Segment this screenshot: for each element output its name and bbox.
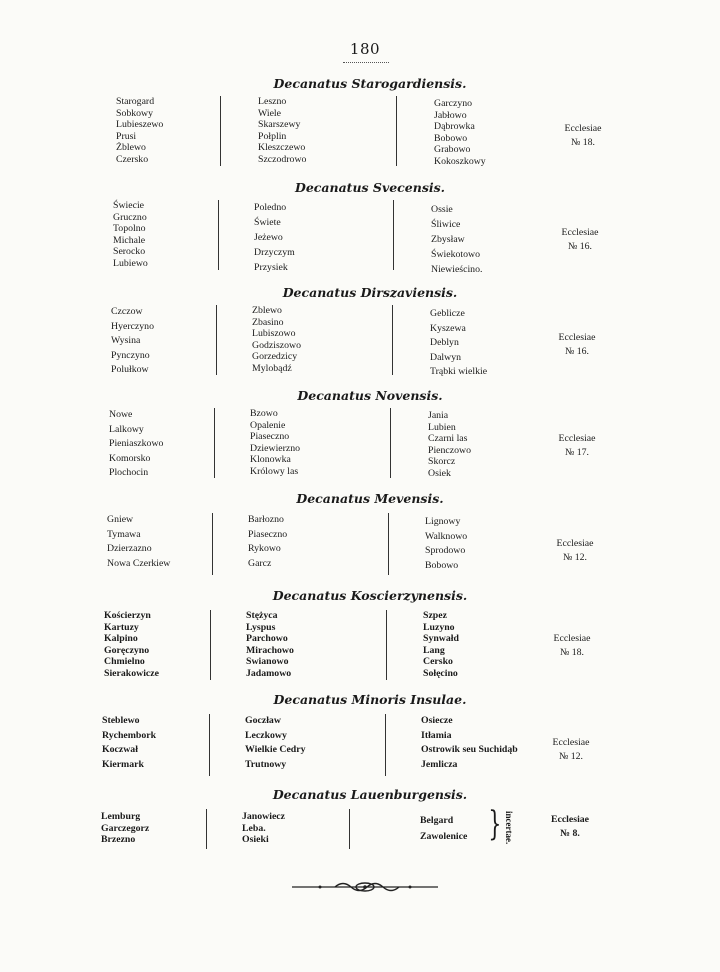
- parish-name: Przysiek: [254, 262, 288, 273]
- church-total: [540, 537, 610, 565]
- parish-column-3: [425, 515, 467, 573]
- parish-name: Piaseczno: [250, 431, 290, 443]
- parish-name: Królowy las: [250, 465, 299, 477]
- parish-name: Goczław: [245, 715, 281, 726]
- parish-column-3: [420, 813, 467, 845]
- parish-name: Starogard: [116, 96, 155, 107]
- parish-name: Lalkowy: [109, 423, 144, 435]
- parish-name: Niewieścino.: [431, 264, 483, 275]
- parish-name: Mirachowo: [246, 644, 294, 656]
- parish-name: Polułkow: [111, 364, 149, 375]
- column-divider: [349, 809, 350, 849]
- parish-name: Deblyn: [430, 337, 459, 348]
- parish-name: Garcz: [248, 557, 272, 569]
- section-title: Decanatus Lauenburgensis.: [272, 787, 468, 802]
- page-number-underline: [343, 60, 389, 63]
- parish-column-3: [431, 202, 482, 277]
- page-number: 180: [349, 40, 381, 58]
- church-total: [542, 432, 612, 460]
- parish-name: Garczegorz: [101, 822, 150, 834]
- parish-column-2: [242, 811, 285, 846]
- parish-name: Kartuzy: [104, 621, 139, 633]
- parish-name: Opalenie: [250, 419, 286, 431]
- parish-name: Czczow: [111, 306, 143, 317]
- parish-name: Geblicze: [430, 308, 465, 319]
- church-total: [536, 736, 606, 764]
- parish-name: Leszno: [258, 96, 287, 107]
- column-divider: [212, 513, 213, 575]
- total-count: № 12.: [558, 751, 584, 762]
- parish-name: Osiek: [428, 467, 451, 479]
- parish-name: Goręczyno: [104, 644, 150, 656]
- parish-name: Gniew: [107, 514, 134, 525]
- parish-name: Itłamia: [421, 729, 452, 741]
- right-brace: }: [488, 804, 502, 844]
- total-count: № 16.: [564, 346, 590, 357]
- parish-name: Ostrowik seu Suchidąb: [421, 744, 518, 755]
- section-title: Decanatus Svecensis.: [294, 180, 445, 195]
- parish-name: Lang: [423, 644, 445, 656]
- column-divider: [206, 809, 207, 849]
- parish-name: Belgard: [420, 815, 454, 826]
- parish-column-2: [248, 513, 287, 571]
- parish-name: Komorsko: [109, 452, 151, 464]
- parish-name: Poledno: [254, 202, 287, 213]
- parish-name: Lignowy: [425, 516, 461, 527]
- parish-name: Skorcz: [428, 456, 456, 468]
- parish-name: Rykowo: [248, 543, 281, 554]
- church-total: [537, 632, 607, 660]
- parish-column-1: [111, 305, 154, 378]
- parish-name: Skarszewy: [258, 119, 301, 131]
- parish-name: Szpez: [423, 610, 447, 621]
- parish-name: Jania: [428, 410, 449, 421]
- parish-column-1: [104, 610, 159, 680]
- parish-name: Pienczowo: [428, 444, 471, 456]
- parish-name: Stężyca: [246, 610, 278, 621]
- parish-name: Czarni las: [428, 433, 468, 445]
- parish-name: Walknowo: [425, 530, 468, 542]
- parish-name: Michale: [113, 234, 146, 246]
- parish-name: Piaseczno: [248, 528, 288, 540]
- column-divider: [393, 200, 394, 270]
- section-title: Decanatus Koscierzynensis.: [272, 588, 468, 603]
- parish-name: Połplin: [258, 130, 287, 142]
- total-label: Ecclesiae: [556, 538, 594, 549]
- parish-name: Steblewo: [102, 715, 140, 726]
- parish-name: Klonowka: [250, 454, 291, 466]
- parish-name: Sprodowo: [425, 545, 466, 556]
- parish-name: Gorzedzicy: [252, 351, 298, 363]
- parish-name: Hyerczyno: [111, 320, 154, 332]
- parish-name: Świecie: [113, 200, 145, 211]
- parish-column-1: [101, 811, 149, 846]
- parish-name: Cersko: [423, 656, 453, 668]
- parish-name: Leczkowy: [245, 729, 287, 741]
- section-title: Decanatus Starogardiensis.: [273, 76, 467, 91]
- total-label: Ecclesiae: [552, 737, 590, 748]
- parish-name: Sobkowy: [116, 107, 154, 119]
- column-divider: [390, 408, 391, 478]
- column-divider: [209, 714, 210, 776]
- parish-name: Jemlicza: [421, 758, 458, 770]
- parish-name: Osiecze: [421, 715, 453, 726]
- parish-name: Grabowo: [434, 144, 471, 156]
- parish-name: Mylobądź: [252, 362, 292, 374]
- parish-name: Dziewierzno: [250, 442, 301, 454]
- column-divider: [210, 610, 211, 680]
- parish-name: Topolno: [113, 223, 146, 235]
- parish-name: Bzowo: [250, 408, 278, 419]
- parish-name: Synwałd: [423, 633, 459, 645]
- church-total: [542, 331, 612, 359]
- parish-name: Lubiszowo: [252, 328, 296, 340]
- parish-name: Kalpino: [104, 633, 138, 645]
- parish-name: Chmielno: [104, 656, 145, 668]
- parish-name: Dzierzazno: [107, 543, 152, 554]
- parish-name: Kościerzyn: [104, 610, 151, 621]
- parish-name: Wiele: [258, 107, 281, 119]
- parish-name: Kokoszkowy: [434, 155, 486, 167]
- parish-column-1: [109, 408, 163, 481]
- parish-name: Godziszowo: [252, 339, 301, 351]
- parish-name: Nowe: [109, 409, 133, 420]
- parish-name: Swianowo: [246, 656, 289, 668]
- parish-column-3: [434, 98, 486, 168]
- parish-name: Trąbki wielkie: [430, 366, 488, 377]
- column-divider: [214, 408, 215, 478]
- parish-column-2: [245, 714, 306, 772]
- parish-name: Koczwał: [102, 744, 138, 755]
- church-total: [535, 813, 605, 841]
- parish-name: Barłozno: [248, 514, 284, 525]
- parish-name: Jabłowo: [434, 109, 467, 121]
- parish-name: Lemburg: [101, 811, 141, 822]
- parish-name: Leba.: [242, 822, 266, 834]
- total-count: № 18.: [559, 647, 585, 658]
- section-title: Decanatus Dirszaviensis.: [282, 285, 458, 300]
- parish-name: Zblewo: [252, 305, 282, 316]
- parish-name: Jeżewo: [254, 232, 283, 243]
- parish-column-1: [113, 200, 148, 270]
- parish-name: Luzyno: [423, 621, 455, 633]
- parish-name: Lubiewo: [113, 257, 148, 269]
- parish-column-2: [252, 305, 301, 375]
- parish-name: Pieniaszkowo: [109, 438, 164, 449]
- total-count: № 12.: [562, 552, 588, 563]
- end-ornament-icon: [290, 878, 440, 896]
- church-total: [548, 122, 618, 150]
- parish-name: Dąbrowka: [434, 121, 475, 133]
- parish-name: Tymawa: [107, 528, 141, 540]
- parish-name: Szczodrowo: [258, 153, 307, 165]
- parish-column-2: [258, 96, 306, 166]
- parish-name: Sołęcino: [423, 667, 458, 679]
- parish-name: Parchowo: [246, 633, 288, 645]
- parish-name: Gruczno: [113, 211, 147, 223]
- parish-column-1: [107, 513, 170, 571]
- total-label: Ecclesiae: [558, 433, 596, 444]
- total-label: Ecclesiae: [553, 633, 591, 644]
- total-label: Ecclesiae: [564, 123, 602, 134]
- parish-name: Bobowo: [425, 559, 459, 571]
- parish-column-3: [428, 410, 471, 480]
- column-divider: [218, 200, 219, 270]
- parish-name: Bobowo: [434, 132, 468, 144]
- section-title: Decanatus Minoris Insulae.: [273, 692, 467, 707]
- church-total: [545, 226, 615, 254]
- parish-name: Osieki: [242, 834, 269, 846]
- parish-name: Rychembork: [102, 729, 157, 741]
- parish-name: Świekotowo: [431, 249, 480, 260]
- parish-column-3: [430, 307, 487, 380]
- parish-name: Czersko: [116, 153, 149, 165]
- parish-name: Brzezno: [101, 834, 136, 846]
- column-divider: [216, 305, 217, 375]
- parish-column-3: [421, 714, 518, 772]
- parish-name: Serocko: [113, 246, 146, 258]
- parish-column-2: [246, 610, 294, 680]
- parish-column-2: [254, 200, 295, 275]
- parish-name: Jadamowo: [246, 667, 292, 679]
- total-count: № 8.: [560, 828, 580, 839]
- parish-name: Kyszewa: [430, 322, 466, 334]
- column-divider: [386, 610, 387, 680]
- parish-name: Trutnowy: [245, 758, 287, 770]
- parish-name: Lyspus: [246, 621, 276, 633]
- parish-name: Garczyno: [434, 98, 473, 109]
- parish-name: Plochocin: [109, 467, 149, 478]
- total-count: № 18.: [570, 137, 596, 148]
- parish-name: Drzyczym: [254, 247, 295, 258]
- column-divider: [388, 513, 389, 575]
- parish-name: Kiermark: [102, 758, 144, 770]
- column-divider: [392, 305, 393, 375]
- parish-name: Sierakowicze: [104, 667, 159, 679]
- total-label: Ecclesiae: [558, 332, 596, 343]
- column-divider: [220, 96, 221, 166]
- parish-name: Janowiecz: [242, 811, 285, 822]
- parish-column-1: [102, 714, 156, 772]
- parish-name: Lubieszewo: [116, 119, 164, 131]
- parish-name: Ossie: [431, 204, 453, 215]
- parish-name: Żblewo: [116, 142, 146, 154]
- parish-name: Zawolenice: [420, 831, 468, 842]
- section-title: Decanatus Mevensis.: [296, 491, 444, 506]
- column-divider: [396, 96, 397, 166]
- parish-name: Prusi: [116, 130, 137, 142]
- parish-name: Świete: [254, 217, 281, 228]
- parish-column-2: [250, 408, 300, 478]
- parish-name: Nowa Czerkiew: [107, 557, 171, 569]
- parish-name: Zbasino: [252, 316, 284, 328]
- parish-name: Wysina: [111, 335, 141, 346]
- parish-column-1: [116, 96, 163, 166]
- parish-name: Wielkie Cedry: [245, 744, 306, 755]
- column-divider: [385, 714, 386, 776]
- parish-name: Kleszczewo: [258, 142, 306, 154]
- parish-name: Dalwyn: [430, 351, 462, 363]
- total-label: Ecclesiae: [561, 227, 599, 238]
- incertae-note: incertae.: [504, 811, 514, 845]
- parish-name: Zbysław: [431, 234, 465, 245]
- total-count: № 16.: [567, 241, 593, 252]
- parish-name: Śliwice: [431, 219, 461, 230]
- total-label: Ecclesiae: [550, 814, 590, 825]
- parish-name: Pynczyno: [111, 349, 150, 361]
- parish-column-3: [423, 610, 459, 680]
- total-count: № 17.: [564, 447, 590, 458]
- section-title: Decanatus Novensis.: [297, 388, 443, 403]
- parish-name: Lubien: [428, 421, 456, 433]
